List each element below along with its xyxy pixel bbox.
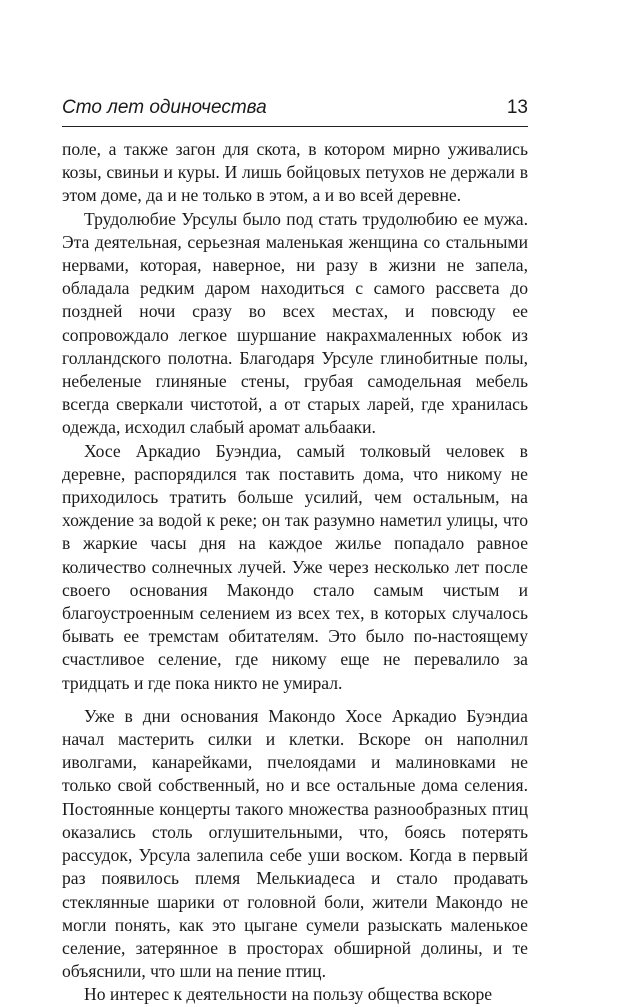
- paragraph-4: Уже в дни основания Макондо Хосе Аркадио Буэндиа начал мастерить силки и клетки. Вскоре он наполнил иволгами, канарейками, пчелоядами и малиновками не только свой собственный, но и все остальные дома селения. Постоянные концерты такого множества разнообразных птиц оказались столь оглушительными, что, боясь потерять рассудок, Урсула залепила себе уши воском. Когда в первый раз появилось племя Мелькиадеса и стало продавать стеклянные шарики от головной боли, жители Макондо не могли понять, как это цыгане сумели разыскать маленькое селение, затерянное в просторах обширной долины, и те объяснили, что шли на пение птиц.: [62, 705, 528, 982]
- book-page: [62, 96, 528, 1007]
- paragraph-3: Хосе Аркадио Буэндиа, самый толковый человек в деревне, распорядился так поставить дома, что никому не приходилось тратить больше усилий, чем остальным, на хождение за водой к реке; он так разумно наметил улицы, что в жаркие часы дня на каждое жилье попадало равное количество солнечных лучей. Уже через несколько лет после своего основания Макондо стало самым чистым и благоустроенным селением из всех тех, в которых случалось бывать ее тремстам обитателям. Это было по-настоящему счастливое селение, где никому еще не перевалило за тридцать и где пока никто не умирал.: [62, 440, 528, 693]
- page-number: 13: [506, 97, 528, 118]
- running-header: [62, 96, 528, 127]
- paragraph-2: Трудолюбие Урсулы было под стать трудолюбию ее мужа. Эта деятельная, серьезная маленькая женщина со стальными нервами, которая, наверное, ни разу в жизни не запела, обладала редким даром находиться с самого рассвета до поздней ночи сразу во всех местах, и повсюду ее сопровождало легкое шуршание накрахмаленных юбок из голландского полотна. Благодаря Урсуле глинобитные полы, небеленые глиняные стены, грубая самодельная мебель всегда сверкали чистотой, а от старых ларей, где хранилась одежда, исходил слабый аромат альбааки.: [62, 208, 528, 438]
- book-title: Сто лет одиночества: [62, 97, 267, 118]
- body-text: [62, 138, 528, 1007]
- paragraph-1: поле, а также загон для скота, в котором мирно уживались козы, свиньи и куры. И лишь бойцовых петухов не держали в этом доме, да и не только в этом, а и во всей деревне.: [62, 139, 528, 206]
- paragraph-5: Но интерес к деятельности на пользу общества вскоре: [84, 984, 493, 1005]
